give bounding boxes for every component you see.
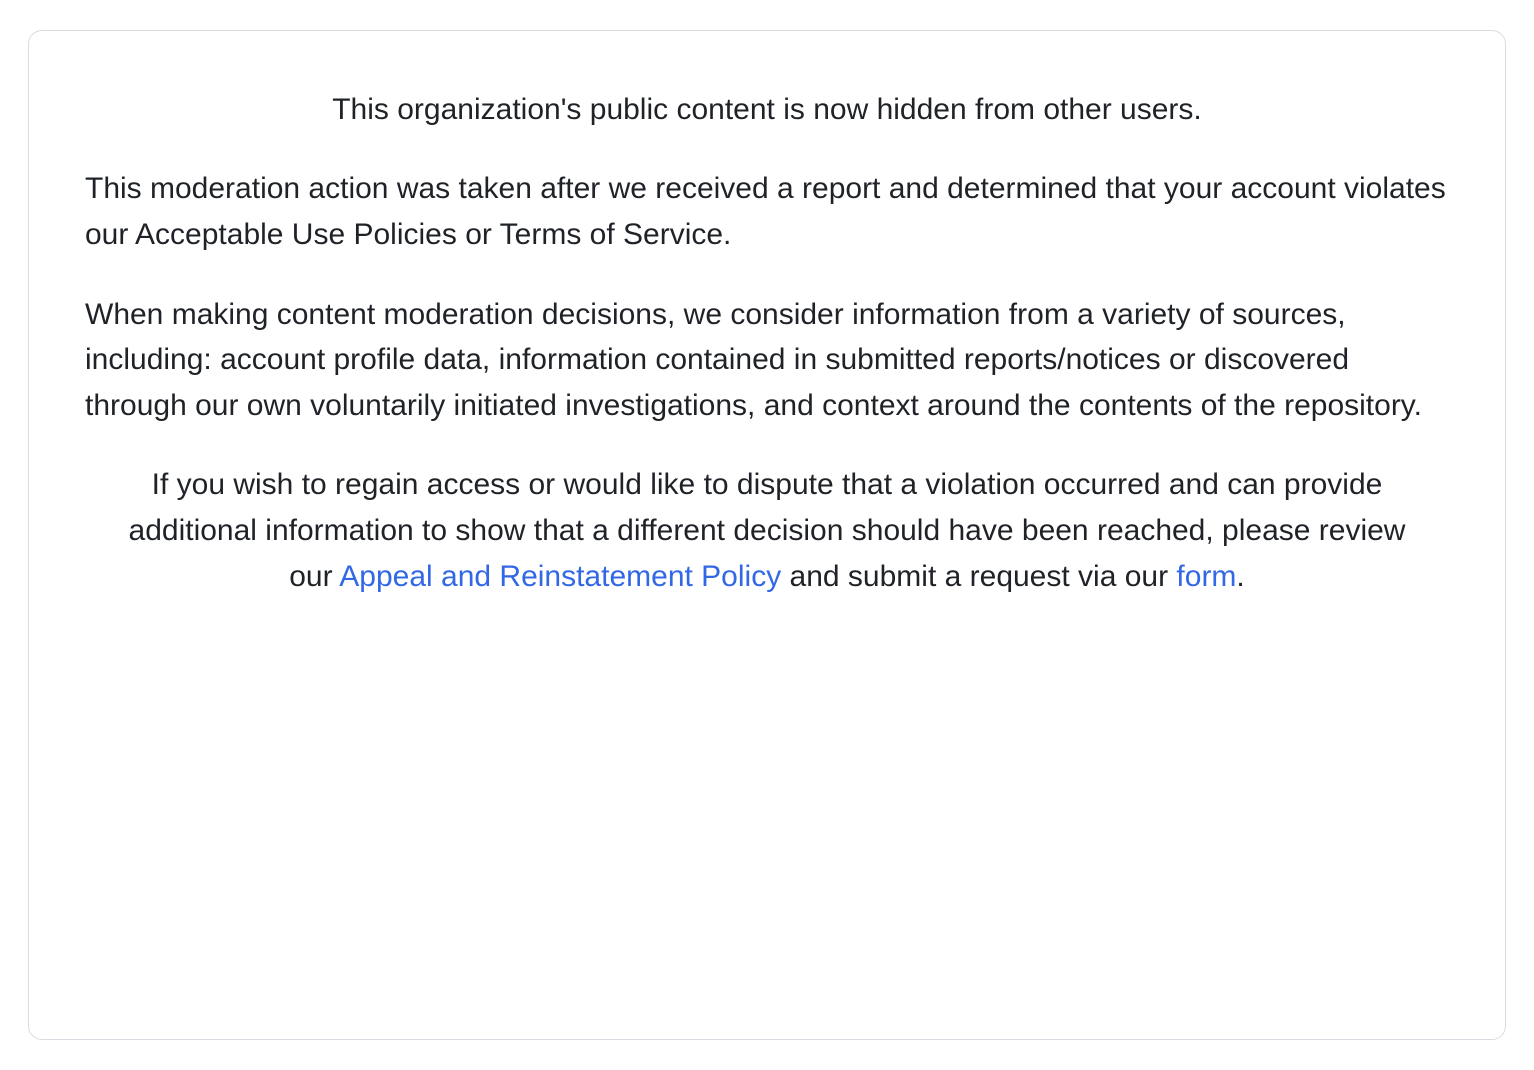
appeal-and-reinstatement-policy-link[interactable]: Appeal and Reinstatement Policy <box>339 559 782 593</box>
notice-headline: This organization's public content is now hidden from other users. <box>332 93 1202 126</box>
notice-sources-paragraph: When making content moderation decisions, we consider information from a variety of sources, including: account profile data, information contained in submitted reports/notices or discovered through our own voluntarily initiated investigations, and context around the contents of the repository. <box>85 297 1422 422</box>
appeal-text-middle: and submit a request via our <box>781 559 1177 593</box>
appeal-text-after: . <box>1236 559 1245 593</box>
notice-appeal-paragraph <box>85 462 1449 599</box>
appeal-form-link[interactable]: form <box>1176 559 1237 593</box>
moderation-notice-card <box>28 30 1506 1040</box>
notice-action-paragraph: This moderation action was taken after we received a report and determined that your account violates our Acceptable Use Policies or Terms of Service. <box>85 172 1446 251</box>
appeal-text-before: If you wish to regain access or would like to dispute that a violation occurred and can provide additional information to show that a different decision should have been reached, please review our <box>128 468 1406 593</box>
